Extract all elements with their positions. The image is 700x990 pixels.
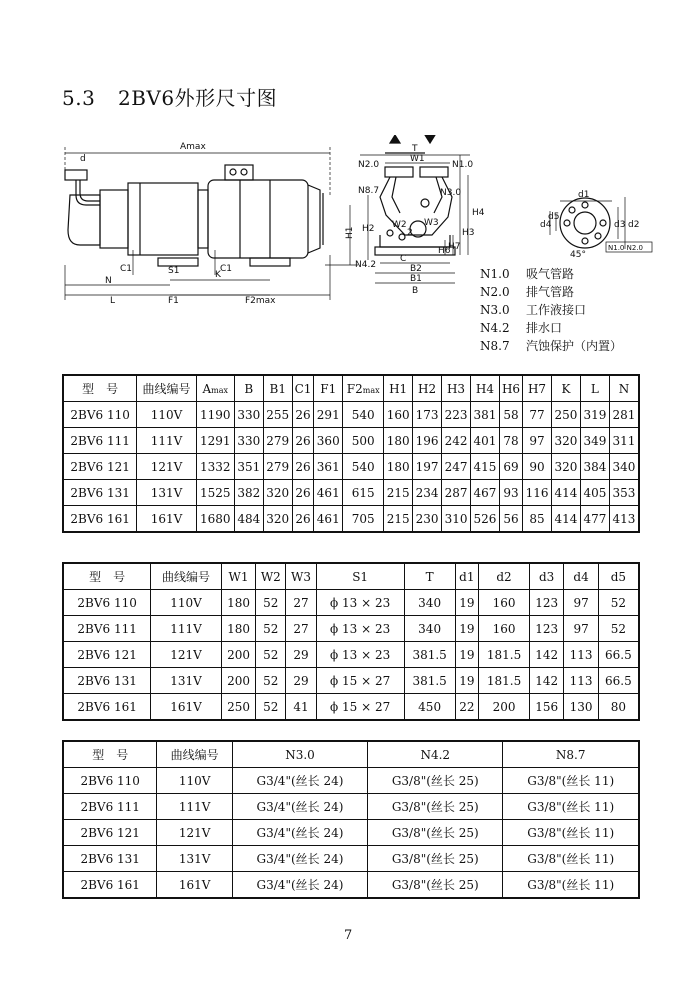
table-cell: 2BV6 110 <box>63 402 137 428</box>
table-row <box>63 872 639 899</box>
table-cell: 19 <box>455 616 479 642</box>
table-cell: 110V <box>151 590 222 616</box>
table-cell: 19 <box>455 668 479 694</box>
table-cell: 1525 <box>196 480 234 506</box>
table-cell: 279 <box>263 428 292 454</box>
table-cell: G3/8"(丝长 25) <box>368 768 503 794</box>
table-cell: 1680 <box>196 506 234 533</box>
table-cell: 52 <box>256 616 286 642</box>
table-cell: 320 <box>263 506 292 533</box>
table-cell: 405 <box>580 480 609 506</box>
legend-desc: 汽蚀保护（内置） <box>526 339 623 353</box>
table-cell: 1291 <box>196 428 234 454</box>
column-header: Amax <box>196 375 234 402</box>
label-n2: N2.0 <box>358 160 380 170</box>
table-cell: 26 <box>292 454 314 480</box>
table-cell: 131V <box>157 846 232 872</box>
column-header-sub: max <box>211 385 228 395</box>
label-h6: H6 <box>438 246 451 256</box>
table-cell: 160 <box>384 402 413 428</box>
table-cell: 2BV6 110 <box>63 768 157 794</box>
table-cell: 161V <box>157 872 232 899</box>
legend-item <box>480 283 622 301</box>
label-n87: N8.7 <box>358 186 380 196</box>
label-s1: S1 <box>168 266 180 276</box>
table-cell: 415 <box>471 454 500 480</box>
table-cell: 200 <box>221 668 255 694</box>
legend-code: N8.7 <box>480 339 510 353</box>
table-cell: 110V <box>157 768 232 794</box>
table-cell: 319 <box>580 402 609 428</box>
table-cell: 200 <box>479 694 530 721</box>
table-cell: 413 <box>609 506 639 533</box>
column-header: W3 <box>286 563 316 590</box>
column-header: K <box>552 375 581 402</box>
table-cell: 113 <box>564 642 598 668</box>
table-cell: 291 <box>314 402 343 428</box>
table-cell: 90 <box>523 454 552 480</box>
table-cell: 320 <box>552 428 581 454</box>
column-header: 型 号 <box>63 375 137 402</box>
table-cell: 130 <box>564 694 598 721</box>
column-header: W2 <box>256 563 286 590</box>
table-cell: 52 <box>598 616 639 642</box>
label-f2max: F2max <box>245 296 276 306</box>
table-row <box>63 820 639 846</box>
table-cell: 250 <box>221 694 255 721</box>
table-cell: 26 <box>292 402 314 428</box>
column-header: d5 <box>598 563 639 590</box>
table-row <box>63 616 639 642</box>
label-w3: W3 <box>424 218 439 228</box>
table-cell: 77 <box>523 402 552 428</box>
column-header: d2 <box>479 563 530 590</box>
table-cell: 97 <box>564 616 598 642</box>
table-cell: 121V <box>157 820 232 846</box>
column-header: d1 <box>455 563 479 590</box>
table-cell: 123 <box>529 590 563 616</box>
column-header: S1 <box>316 563 404 590</box>
table-cell: 1190 <box>196 402 234 428</box>
table-cell: 500 <box>343 428 384 454</box>
table-cell: G3/8"(丝长 11) <box>503 872 639 899</box>
table-row <box>63 642 639 668</box>
table-cell: G3/8"(丝长 25) <box>368 872 503 899</box>
table-cell: 78 <box>499 428 522 454</box>
table-cell: G3/4"(丝长 24) <box>232 872 367 899</box>
table-cell: 540 <box>343 402 384 428</box>
table-cell: 26 <box>292 480 314 506</box>
table-cell: G3/4"(丝长 24) <box>232 768 367 794</box>
table-cell: 180 <box>384 428 413 454</box>
label-h1: H1 <box>345 226 355 239</box>
table-cell: 27 <box>286 616 316 642</box>
table-cell: 123 <box>529 616 563 642</box>
label-n: N <box>105 276 112 286</box>
table-cell: 340 <box>404 616 455 642</box>
table-cell: 2BV6 161 <box>63 506 137 533</box>
table-row <box>63 590 639 616</box>
legend-desc: 排气管路 <box>526 285 575 299</box>
table-cell: 19 <box>455 590 479 616</box>
legend-item <box>480 319 622 337</box>
table-cell: 56 <box>499 506 522 533</box>
table-cell: 113 <box>564 668 598 694</box>
label-b1: B1 <box>410 274 422 284</box>
table-cell: 215 <box>384 506 413 533</box>
legend-desc: 吸气管路 <box>526 267 575 281</box>
table-row <box>63 846 639 872</box>
table-cell: 223 <box>442 402 471 428</box>
table-cell: 2BV6 131 <box>63 846 157 872</box>
table-cell: G3/4"(丝长 24) <box>232 794 367 820</box>
table-cell: 247 <box>442 454 471 480</box>
table-cell: 414 <box>552 506 581 533</box>
label-n3: N3.0 <box>440 188 462 198</box>
label-c: C <box>400 254 407 264</box>
column-header: F2max <box>343 375 384 402</box>
column-header: H4 <box>471 375 500 402</box>
table-row <box>63 668 639 694</box>
table-cell: 2BV6 111 <box>63 794 157 820</box>
label-d3: d3 <box>614 220 626 230</box>
table-cell: 234 <box>413 480 442 506</box>
table-cell: 131V <box>137 480 196 506</box>
table-cell: 287 <box>442 480 471 506</box>
table-cell: 200 <box>221 642 255 668</box>
table-cell: 26 <box>292 428 314 454</box>
column-header: T <box>404 563 455 590</box>
table-cell: 180 <box>221 616 255 642</box>
label-b2: B2 <box>410 264 422 274</box>
table-cell: 361 <box>314 454 343 480</box>
label-h4: H4 <box>472 208 485 218</box>
table-cell: 340 <box>609 454 639 480</box>
table-cell: 461 <box>314 506 343 533</box>
table-cell: 58 <box>499 402 522 428</box>
table-cell: 384 <box>580 454 609 480</box>
column-header: H3 <box>442 375 471 402</box>
table-cell: 279 <box>263 454 292 480</box>
table-cell: 330 <box>234 428 263 454</box>
table-cell: 2BV6 110 <box>63 590 151 616</box>
table-cell: 142 <box>529 668 563 694</box>
column-header: L <box>580 375 609 402</box>
table-cell: 142 <box>529 642 563 668</box>
section-number: 5.3 <box>62 86 96 110</box>
table-cell: G3/8"(丝长 11) <box>503 768 639 794</box>
table-cell: G3/8"(丝长 11) <box>503 820 639 846</box>
table-cell: 360 <box>314 428 343 454</box>
table-cell: 467 <box>471 480 500 506</box>
table-cell: 381 <box>471 402 500 428</box>
table-row <box>63 794 639 820</box>
column-header: F1 <box>314 375 343 402</box>
column-header: N8.7 <box>503 741 639 768</box>
table-cell: 22 <box>455 694 479 721</box>
label-d1: d1 <box>578 190 590 200</box>
table-cell: 93 <box>499 480 522 506</box>
table-cell: 180 <box>221 590 255 616</box>
table-cell: 161V <box>137 506 196 533</box>
table-cell: 161V <box>151 694 222 721</box>
label-h3: H3 <box>462 228 475 238</box>
table-cell: 401 <box>471 428 500 454</box>
table-cell: 353 <box>609 480 639 506</box>
legend-code: N3.0 <box>480 303 510 317</box>
column-header: N4.2 <box>368 741 503 768</box>
table-cell: 615 <box>343 480 384 506</box>
table-cell: 340 <box>404 590 455 616</box>
label-l: L <box>110 296 116 306</box>
dimension-table-1 <box>62 374 640 533</box>
table-cell: 310 <box>442 506 471 533</box>
table-cell: 381.5 <box>404 642 455 668</box>
table-row <box>63 454 639 480</box>
table-cell: 2BV6 121 <box>63 820 157 846</box>
table-cell: 52 <box>598 590 639 616</box>
column-header: B1 <box>263 375 292 402</box>
table-cell: G3/8"(丝长 25) <box>368 794 503 820</box>
table-cell: 1332 <box>196 454 234 480</box>
table-cell: 111V <box>151 616 222 642</box>
port-legend <box>480 265 622 355</box>
dimension-table-2 <box>62 562 640 721</box>
label-b: B <box>412 286 419 296</box>
table-cell: 156 <box>529 694 563 721</box>
table-cell: 477 <box>580 506 609 533</box>
page-number: 7 <box>344 928 353 943</box>
table-cell: 311 <box>609 428 639 454</box>
table-cell: 66.5 <box>598 668 639 694</box>
table-cell: 52 <box>256 642 286 668</box>
table-cell: 320 <box>552 454 581 480</box>
column-header: 曲线编号 <box>157 741 232 768</box>
table-cell: 41 <box>286 694 316 721</box>
section-title <box>62 82 277 111</box>
table-cell: ϕ 15 × 27 <box>316 694 404 721</box>
table-cell: 196 <box>413 428 442 454</box>
table-row <box>63 694 639 721</box>
label-d2: d2 <box>628 220 640 230</box>
table-cell: 69 <box>499 454 522 480</box>
label-n1: N1.0 <box>452 160 474 170</box>
table-cell: 330 <box>234 402 263 428</box>
label-d4: d4 <box>540 220 552 230</box>
table-cell: 461 <box>314 480 343 506</box>
table-cell: 160 <box>479 616 530 642</box>
column-header: N <box>609 375 639 402</box>
table-cell: 26 <box>292 506 314 533</box>
table-cell: 121V <box>151 642 222 668</box>
table-cell: 111V <box>137 428 196 454</box>
table-cell: 121V <box>137 454 196 480</box>
table-cell: 2BV6 121 <box>63 642 151 668</box>
table-cell: 705 <box>343 506 384 533</box>
label-d5: d5 <box>548 212 560 222</box>
legend-item <box>480 265 622 283</box>
table-cell: 173 <box>413 402 442 428</box>
section-title-text: 2BV6外形尺寸图 <box>118 86 278 110</box>
legend-item <box>480 301 622 319</box>
table-cell: 52 <box>256 668 286 694</box>
column-header: H2 <box>413 375 442 402</box>
label-w1: W1 <box>410 154 425 164</box>
column-header: N3.0 <box>232 741 367 768</box>
table-cell: 111V <box>157 794 232 820</box>
table-cell: G3/8"(丝长 11) <box>503 794 639 820</box>
column-header: C1 <box>292 375 314 402</box>
table-cell: 484 <box>234 506 263 533</box>
table-cell: 414 <box>552 480 581 506</box>
table-cell: ϕ 13 × 23 <box>316 616 404 642</box>
table-cell: 2BV6 131 <box>63 480 137 506</box>
table-row <box>63 506 639 533</box>
label-c1-left: C1 <box>120 264 133 274</box>
column-header: B <box>234 375 263 402</box>
table-cell: 116 <box>523 480 552 506</box>
legend-code: N2.0 <box>480 285 510 299</box>
table-cell: 197 <box>413 454 442 480</box>
table-cell: ϕ 15 × 27 <box>316 668 404 694</box>
column-header: 曲线编号 <box>151 563 222 590</box>
legend-desc: 工作液接口 <box>526 303 587 317</box>
column-header: H1 <box>384 375 413 402</box>
table-row <box>63 428 639 454</box>
label-c1-right: C1 <box>220 264 233 274</box>
table-cell: 180 <box>384 454 413 480</box>
table-cell: G3/8"(丝长 25) <box>368 820 503 846</box>
table-cell: 52 <box>256 590 286 616</box>
label-h2: H2 <box>362 224 375 234</box>
column-header: d4 <box>564 563 598 590</box>
table-cell: 19 <box>455 642 479 668</box>
table-cell: G3/8"(丝长 11) <box>503 846 639 872</box>
label-f1: F1 <box>168 296 179 306</box>
table-cell: 52 <box>256 694 286 721</box>
table-cell: 29 <box>286 668 316 694</box>
column-header: 曲线编号 <box>137 375 196 402</box>
table-cell: ϕ 13 × 23 <box>316 642 404 668</box>
legend-desc: 排水口 <box>526 321 563 335</box>
label-angle: 45° <box>570 250 586 260</box>
column-header: H6 <box>499 375 522 402</box>
table-cell: 2BV6 131 <box>63 668 151 694</box>
table-cell: 526 <box>471 506 500 533</box>
table-cell: 2BV6 111 <box>63 616 151 642</box>
column-header-sub: max <box>362 385 380 395</box>
table-cell: 2BV6 161 <box>63 872 157 899</box>
table-cell: ϕ 13 × 23 <box>316 590 404 616</box>
legend-code: N1.0 <box>480 267 510 281</box>
column-header: 型 号 <box>63 741 157 768</box>
label-t: T <box>412 144 418 154</box>
table-cell: 160 <box>479 590 530 616</box>
table-row <box>63 402 639 428</box>
column-header: 型 号 <box>63 563 151 590</box>
label-n1n2: N1.0 N2.0 <box>608 244 643 252</box>
table-cell: 351 <box>234 454 263 480</box>
connection-table <box>62 740 640 899</box>
table-cell: 349 <box>580 428 609 454</box>
table-cell: 85 <box>523 506 552 533</box>
table-cell: 2BV6 111 <box>63 428 137 454</box>
column-header: d3 <box>529 563 563 590</box>
label-k: K <box>215 270 221 280</box>
table-cell: 29 <box>286 642 316 668</box>
column-header: H7 <box>523 375 552 402</box>
table-cell: 181.5 <box>479 668 530 694</box>
label-two: 2 <box>407 228 413 238</box>
table-cell: 131V <box>151 668 222 694</box>
label-n42: N4.2 <box>355 260 377 270</box>
table-row <box>63 480 639 506</box>
table-cell: 281 <box>609 402 639 428</box>
table-cell: 381.5 <box>404 668 455 694</box>
table-cell: 2BV6 161 <box>63 694 151 721</box>
table-cell: G3/4"(丝长 24) <box>232 846 367 872</box>
table-cell: 27 <box>286 590 316 616</box>
table-cell: 320 <box>263 480 292 506</box>
legend-item <box>480 337 622 355</box>
table-cell: 250 <box>552 402 581 428</box>
table-cell: 382 <box>234 480 263 506</box>
label-h7: H7 <box>448 242 461 252</box>
table-cell: 110V <box>137 402 196 428</box>
label-amax: Amax <box>180 142 206 152</box>
table-cell: 97 <box>564 590 598 616</box>
table-cell: 215 <box>384 480 413 506</box>
table-cell: 80 <box>598 694 639 721</box>
table-cell: 97 <box>523 428 552 454</box>
table-cell: 255 <box>263 402 292 428</box>
label-d: d <box>80 154 86 164</box>
table-cell: 242 <box>442 428 471 454</box>
table-cell: G3/4"(丝长 24) <box>232 820 367 846</box>
column-header: W1 <box>221 563 255 590</box>
table-row <box>63 768 639 794</box>
table-cell: 2BV6 121 <box>63 454 137 480</box>
table-cell: G3/8"(丝长 25) <box>368 846 503 872</box>
label-w2: W2 <box>392 220 407 230</box>
table-cell: 66.5 <box>598 642 639 668</box>
table-cell: 230 <box>413 506 442 533</box>
table-cell: 450 <box>404 694 455 721</box>
legend-code: N4.2 <box>480 321 510 335</box>
table-cell: 181.5 <box>479 642 530 668</box>
table-cell: 540 <box>343 454 384 480</box>
